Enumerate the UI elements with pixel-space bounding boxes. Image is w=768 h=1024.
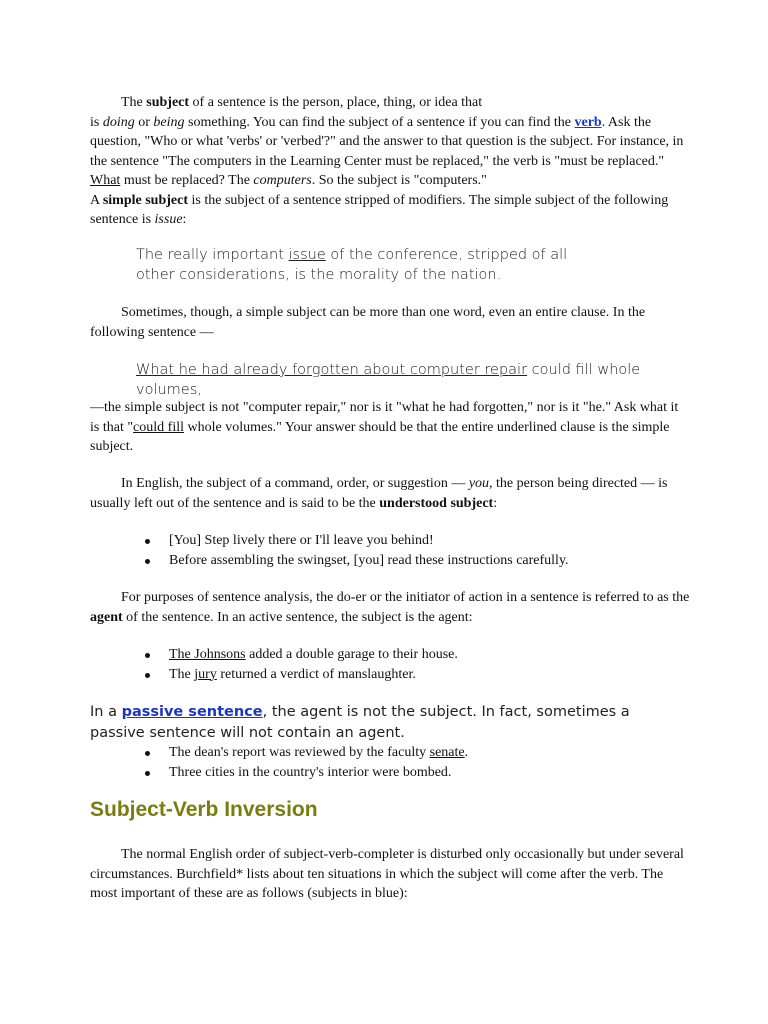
bullet-icon <box>145 653 150 658</box>
list-item: Three cities in the country's interior were bombed. <box>140 763 700 783</box>
paragraph-passive: In a passive sentence, the agent is not the subject. In fact, sometimes a passive sentence will not contain an agent. <box>90 704 630 741</box>
bullet-icon <box>145 673 150 678</box>
bullet-list-passive <box>140 743 700 782</box>
bullet-icon <box>145 751 150 756</box>
paragraph-underlined-clause: —the simple subject is not "computer repair," nor is it "what he had forgotten," nor is it "he." Ask what it is that "could fill whole volumes." Your answer should be that the entire underlined clause is the simple subject. <box>90 400 679 454</box>
verb-link[interactable]: verb <box>574 114 602 130</box>
section-heading: Subject-Verb Inversion <box>90 798 318 821</box>
bullet-icon <box>145 539 150 544</box>
passive-sentence-link[interactable]: passive sentence <box>121 704 263 720</box>
list-item: The dean's report was reviewed by the faculty senate. <box>140 743 700 763</box>
paragraph-subject-definition: The subject of a sentence is the person, place, thing, or idea that is doing or being something. You can find the subject of a sentence if you can find the verb. Ask the question, "Who or what 'verbs' or 'verbed'?" and the answer to that question is the subject. For instance, in the sentence "The computers in the Learning Center must be replaced," the verb is "must be replaced." What must be replaced? The computers. So the subject is "computers." A simple subject is the subject of a sentence stripped of modifiers. The simple subject of the following sentence is issue: <box>90 95 684 227</box>
paragraph-clause-subject: Sometimes, though, a simple subject can be more than one word, even an entire clause. In the following sentence — <box>90 305 646 340</box>
list-item: Before assembling the swingset, [you] read these instructions carefully. <box>140 551 700 571</box>
bullet-icon <box>145 771 150 776</box>
example-quote-issue: The really important issue of the conference, stripped of all other considerations, is the morality of the nation. <box>136 247 568 283</box>
paragraph-inversion: The normal English order of subject-verb-completer is disturbed only occasionally but under several circumstances. Burchfield* lists about ten situations in which the subject will come after the verb. The most important of these are as follows (subjects in blue): <box>90 847 684 901</box>
paragraph-understood-subject: In English, the subject of a command, order, or suggestion — you, the person being directed — is usually left out of the sentence and is said to be the understood subject: <box>90 476 668 511</box>
list-item: [You] Step lively there or I'll leave you behind! <box>140 531 700 551</box>
bullet-list-active <box>140 645 700 684</box>
list-item: The Johnsons added a double garage to their house. <box>140 645 700 665</box>
list-item: The jury returned a verdict of manslaughter. <box>140 665 700 685</box>
example-quote-clause: What he had already forgotten about computer repair could fill whole volumes, <box>136 362 641 398</box>
bullet-list-commands <box>140 531 700 570</box>
paragraph-agent: For purposes of sentence analysis, the do-er or the initiator of action in a sentence is referred to as the agent of the sentence. In an active sentence, the subject is the agent: <box>90 590 690 625</box>
bullet-icon <box>145 559 150 564</box>
